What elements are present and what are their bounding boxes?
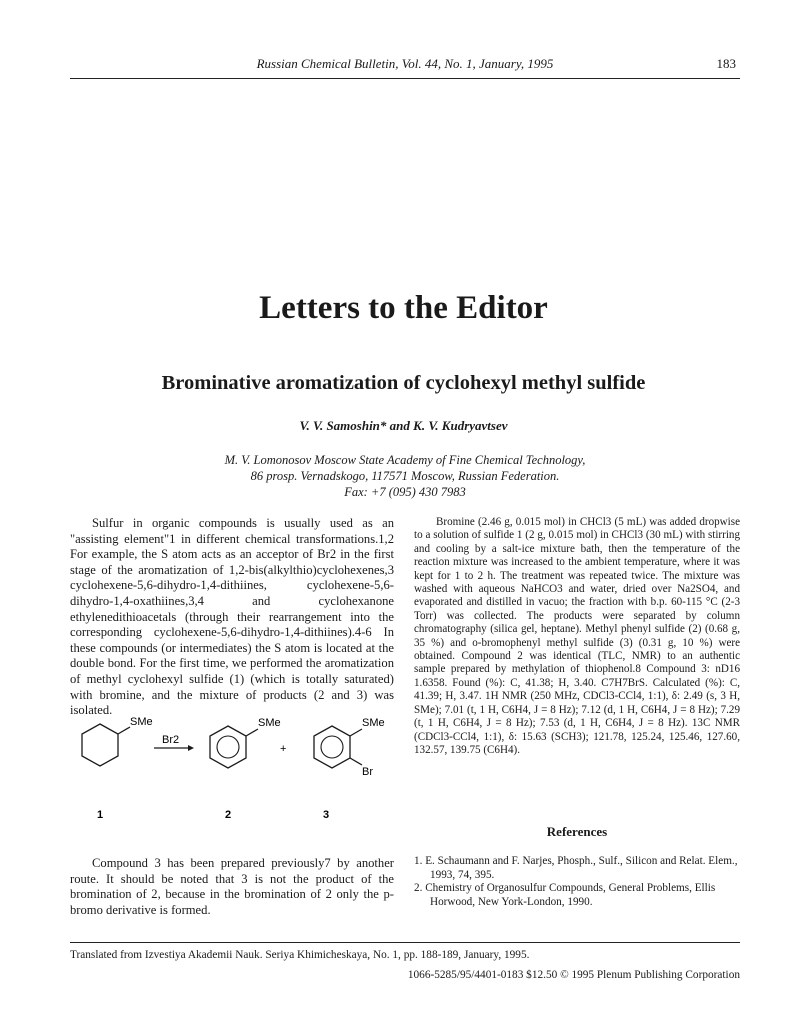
affiliation-line: M. V. Lomonosov Moscow State Academy of Fine Chemical Technology, bbox=[224, 453, 586, 467]
journal-citation: Russian Chemical Bulletin, Vol. 44, No. 1, January, 1995 bbox=[256, 56, 554, 71]
reference-item: 2. Chemistry of Organosulfur Compounds, General Problems, Ellis Horwood, New York-London, 1990. bbox=[414, 882, 716, 908]
running-head bbox=[70, 48, 740, 79]
benzene-ring-3 bbox=[314, 726, 350, 768]
compound-label-1: 1 bbox=[97, 809, 104, 821]
body-column-left-lower bbox=[70, 856, 394, 918]
body-paragraph: Compound 3 has been prepared previously7 by another route. It should be noted that 3 is not the product of the bromination of 2, because in the bromination of 2 only the p-bromo derivative is formed. bbox=[70, 856, 394, 917]
compound-label-2: 2 bbox=[225, 809, 232, 821]
copyright-line: 1066-5285/95/4401-0183 $12.50 © 1995 Plenum Publishing Corporation bbox=[407, 969, 740, 981]
footer bbox=[70, 942, 740, 981]
reagent-label: Br2 bbox=[162, 734, 180, 746]
section-title: Letters to the Editor bbox=[259, 290, 548, 326]
compound-label-3: 3 bbox=[323, 809, 330, 821]
plus-sign: + bbox=[280, 743, 287, 755]
references-heading: References bbox=[546, 824, 608, 839]
references-list bbox=[414, 855, 740, 909]
sme-label-3: SMe bbox=[362, 717, 385, 729]
translation-note: Translated from Izvestiya Akademii Nauk. Seriya Khimicheskaya, No. 1, pp. 188-189, January, 1995. bbox=[70, 949, 530, 961]
cyclohexane-ring bbox=[82, 724, 118, 766]
page-number: 183 bbox=[716, 56, 736, 71]
body-column-right bbox=[414, 516, 740, 757]
experimental-paragraph: Bromine (2.46 g, 0.015 mol) in CHCl3 (5 mL) was added dropwise to a solution of sulfide 1 (2 g, 0.015 mol) in CHCl3 (30 mL) with stirring and cooling by a salt-ice mixture bath, then the temperature of the reaction mixture was increased to the ambient temperature, where it was kept for 1 to 2 h. The treatment was repeated twice. The mixture was washed with aqueous NaHCO3 and water, dried over Na2SO4, and evaporated and distilled in vacuo; the fraction with b.p. 60-115 °C (2-3 Torr) was collected. The products were separated by column chromatography (silica gel, heptane). Methyl phenyl sulfide (2) (0.68 g, 35 %) and o-bromophenyl methyl sulfide (3) (0.31 g, 10 %) were obtained. Compound 2 was identical (TLC, NMR) to an authentic sample prepared by methylation of thiophenol.8 Compound 3: nD16 1.6358. Found (%): C, 41.38; H, 3.40. C7H7BrS. Calculated (%): C, 41.39; H, 3.47. 1H NMR (250 MHz, CDCl3-CCl4, 1:1), δ: 2.49 (s, 3 H, SMe); 7.01 (t, 1 H, C6H4, J = 8 Hz); 7.12 (d, 1 H, C6H4, J = 8 Hz); 7.29 (t, 1 H, C6H4, J = 8 Hz); 7.53 (d, 1 H, C6H4, J = 8 Hz). 13C NMR (CDCl3-CCl4, 1:1), δ: 15.63 (SCH3); 121.78, 125.24, 125.46, 127.60, 132.57, 139.75 (C6H4). bbox=[414, 516, 740, 756]
br-label: Br bbox=[362, 766, 373, 778]
reference-item: 1. E. Schaumann and F. Narjes, Phosph., Sulf., Silicon and Relat. Elem., 1993, 74, 395. bbox=[414, 855, 738, 881]
affiliation bbox=[150, 452, 660, 500]
affiliation-line: 86 prosp. Vernadskogo, 117571 Moscow, Russian Federation. bbox=[250, 469, 560, 483]
authors: V. V. Samoshin* and K. V. Kudryavtsev bbox=[299, 418, 508, 433]
affiliation-line: Fax: +7 (095) 430 7983 bbox=[344, 485, 466, 499]
article-title: Brominative aromatization of cyclohexyl methyl sulfide bbox=[161, 372, 646, 394]
reaction-scheme bbox=[70, 706, 394, 826]
body-column-left bbox=[70, 516, 394, 719]
body-paragraph: Sulfur in organic compounds is usually used as an "assisting element"1 in different chemical transformations.1,2 For example, the S atom acts as an acceptor of Br2 in the first stage of the aromatization of 1,2-bis(alkylthio)cyclohexenes,3 cyclohexene-5,6-dihydro-1,4-dithiines, cyclohexene-5,6-dihydro-1,4-oxathiines,3,4 and cyclohexanone ethylenedithioacetals (through their rearrangement into the corresponding cyclohexene-5,6-dihydro-1,4-dithiines).4-6 In these compounds (or intermediates) the S atom is located at the double bond. For the first time, we performed the aromatization of methyl cyclohexyl sulfide (1) (which is totally saturated) with bromine, and the mixture of products (2 and 3) was isolated. bbox=[70, 516, 394, 718]
benzene-ring-2 bbox=[210, 726, 246, 768]
sme-label-2: SMe bbox=[258, 717, 281, 729]
sme-label-1: SMe bbox=[130, 716, 153, 728]
